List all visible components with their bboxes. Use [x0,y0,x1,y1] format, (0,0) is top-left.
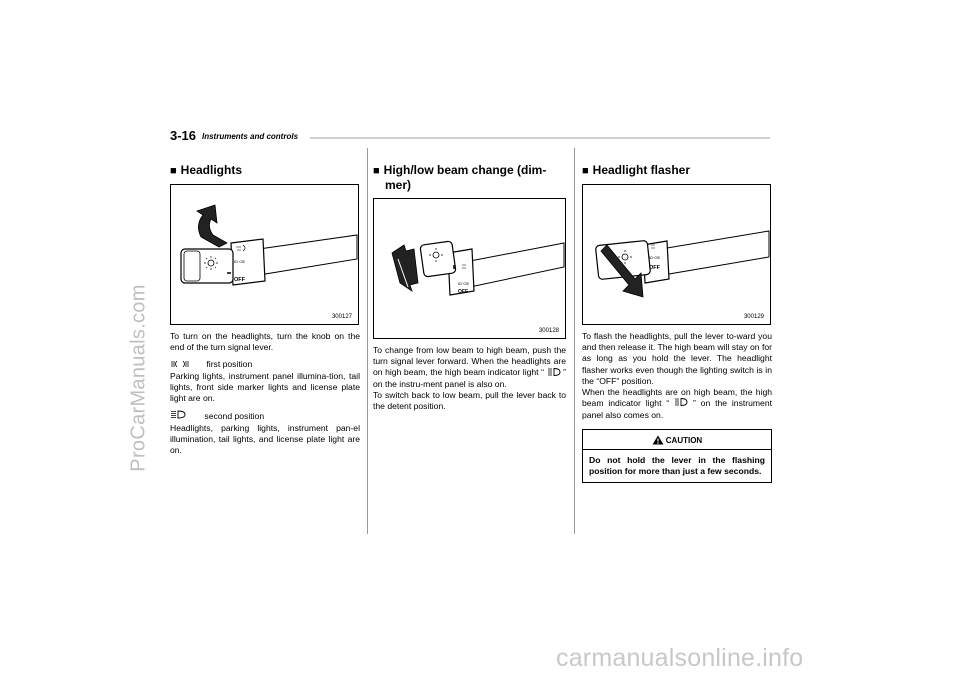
lever-off-label: OFF [649,265,660,271]
svg-text:ID·OE: ID·OE [234,259,246,264]
headlights-intro: To turn on the headlights, turn the knob on the end of the turn signal lever. [170,331,360,353]
section-title: Instruments and controls [202,132,299,141]
column-headlights [170,163,360,456]
page-header [170,128,770,146]
position-1-description: Parking lights, instrument panel illumina-tion, tail lights, front side marker lights and license plate light are on. [170,370,360,404]
flasher-lever-illustration [583,185,770,324]
figure-number: 300129 [743,314,764,320]
svg-text:ID·OE: ID·OE [649,255,661,260]
lever-knob-illustration [171,185,358,324]
figure-number: 300127 [331,314,352,320]
square-bullet-icon: ■ [170,165,177,177]
column-divider-1 [367,148,368,534]
caution-header: CAUTION [583,430,771,449]
square-bullet-icon: ■ [373,165,380,177]
page-number: 3-16 [170,128,197,143]
dimmer-lever-illustration [374,199,565,338]
flasher-paragraph-2: When the headlights are on high beam, the high beam indicator light “ ” on the instrument panel also comes on. [582,387,773,420]
watermark-carmanualsonline: carmanualsonline.info [556,644,804,672]
parking-light-icon [170,360,190,371]
position-1-label: first position [206,359,253,370]
lever-off-label: OFF [458,289,468,295]
headlights-body [170,331,360,456]
square-bullet-icon: ■ [582,165,589,177]
caution-box [582,429,772,483]
heading-dimmer: ■ High/low beam change (dim- mer) [373,163,547,192]
position-2-label: second position [204,410,265,421]
warning-triangle-icon [652,435,664,445]
figure-flasher-lever [582,184,771,325]
dimmer-body [373,345,566,412]
lever-off-label: OFF [234,277,245,283]
high-beam-indicator-icon [674,398,688,409]
dimmer-paragraph-2: To switch back to low beam, pull the lever back to the detent position. [373,389,566,412]
high-beam-indicator-icon [547,368,561,379]
flasher-body [582,331,772,421]
position-2-description: Headlights, parking lights, instrument pan-el illumination, tail lights, and license plate light are on. [170,422,360,455]
dimmer-paragraph-1: To change from low beam to high beam, push the turn signal lever forward. When the headlights are on high beam, the high beam indicator light “ ” on the instru-ment panel is also on. [373,345,567,389]
headlight-icon [170,410,186,422]
position-1 [170,359,360,404]
heading-headlights: ■ Headlights [170,163,242,177]
flasher-paragraph-1: To flash the headlights, pull the lever to-ward you and then release it. The high beam will stay on for as long as you hold the lever. The headlight flasher works even though the lighting switch is in the “OFF” position. [582,331,772,386]
watermark-procarmanuals: ProCarManuals.com [127,284,150,472]
caution-text: Do not hold the lever in the flashing position for more than just a few seconds. [589,454,765,476]
column-divider-2 [574,148,575,534]
figure-number: 300128 [538,328,559,334]
svg-text:ID·OE: ID·OE [458,281,470,286]
column-dimmer [373,163,566,412]
header-rule [310,137,770,139]
heading-flasher: ■ Headlight flasher [582,163,691,177]
column-flasher [582,163,772,483]
figure-dimmer-lever [373,198,566,339]
position-2 [170,410,360,456]
figure-headlight-knob [170,184,359,325]
